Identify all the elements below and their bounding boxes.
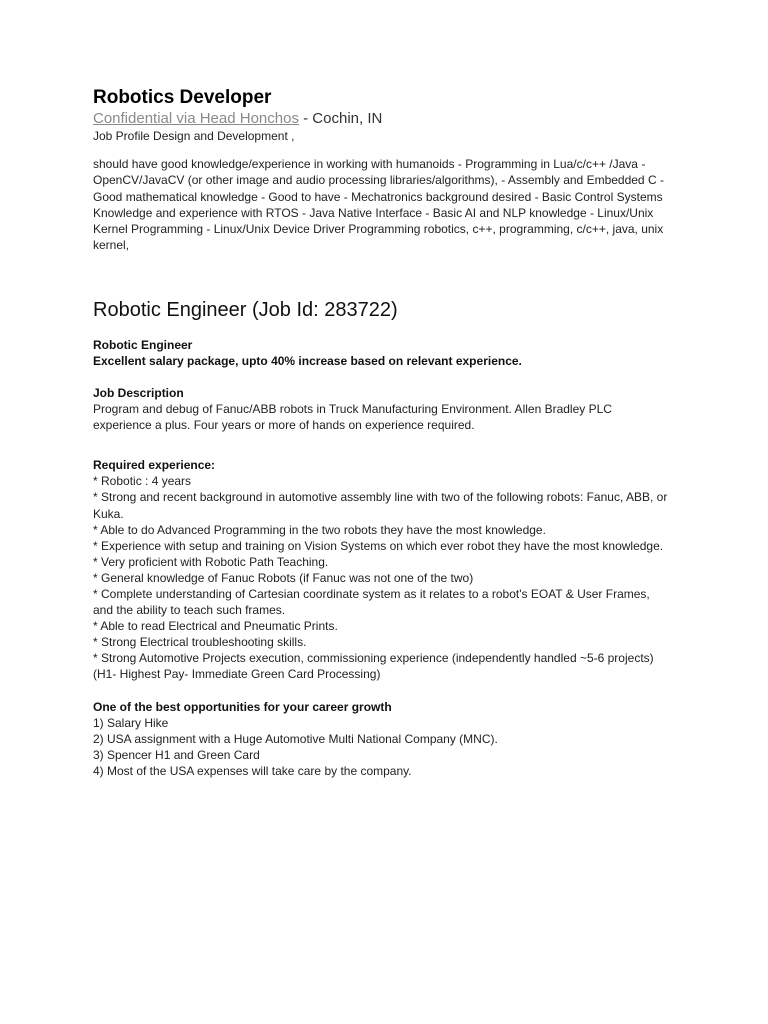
list-item: * Strong Automotive Projects execution, commissioning experience (independently handled ~5-6 projects) [93,651,654,666]
list-item: * Strong Electrical troubleshooting skills. [93,635,307,650]
job2-opp-heading: One of the best opportunities for your career growth [93,699,392,714]
job-listing-2 [93,298,673,779]
list-item: * Strong and recent background in automotive assembly line with two of the following robots: Fanuc, ABB, or Kuka. [93,490,668,521]
job1-title: Robotics Developer [93,87,272,108]
spacer [93,683,673,699]
job2-desc-text: Program and debug of Fanuc/ABB robots in Truck Manufacturing Environment. Allen Bradley PLC experience a plus. Four years or more of hands on experience required. [93,402,612,433]
job1-company-line [93,110,673,128]
list-item: * Complete understanding of Cartesian coordinate system as it relates to a robot's EOAT & User Frames, and the ability to teach such frames. [93,587,650,618]
list-item: 1) Salary Hike [93,715,169,730]
list-item: (H1- Highest Pay- Immediate Green Card Processing) [93,667,381,682]
job2-body [93,337,673,779]
job-listing-1 [93,86,673,254]
document-page [93,86,673,779]
list-item: 2) USA assignment with a Huge Automotive Multi National Company (MNC). [93,731,498,746]
job1-profile: Job Profile Design and Development , [93,129,295,143]
job1-description: should have good knowledge/experience in working with humanoids - Programming in Lua/c/c++ /Java - OpenCV/JavaCV (or other image and audio processing libraries/algorithms), - Assembly and Embedded C - Good mathematical knowledge - Good to have - Mechatronics background desired - Basic Control Systems Knowledge and experience with RTOS - Java Native Interface - Basic AI and NLP knowledge - Linux/Unix Kernel Programming - Linux/Unix Device Driver Programming robotics, c++, programming, c/c++, java, unix kernel, [93,157,664,253]
job2-title: Robotic Engineer (Job Id: 283722) [93,298,398,321]
job1-location: - Cochin, IN [298,110,383,127]
list-item: 4) Most of the USA expenses will take care by the company. [93,763,412,778]
list-item: * Able to do Advanced Programming in the two robots they have the most knowledge. [93,522,546,537]
list-item: * Experience with setup and training on Vision Systems on which ever robot they have the most knowledge. [93,538,664,553]
job2-desc-heading: Job Description [93,385,184,400]
job1-company-link[interactable]: Confidential via Head Honchos [93,110,299,127]
job2-req-heading: Required experience: [93,458,216,473]
job2-salary: Excellent salary package, upto 40% increase based on relevant experience. [93,353,522,368]
list-item: * General knowledge of Fanuc Robots (if Fanuc was not one of the two) [93,570,474,585]
spacer [93,433,673,457]
list-item: * Robotic : 4 years [93,474,192,489]
list-item: * Very proficient with Robotic Path Teaching. [93,554,329,569]
job2-requirements-list [93,473,673,682]
list-item: * Able to read Electrical and Pneumatic Prints. [93,619,338,634]
job2-subtitle: Robotic Engineer [93,337,193,352]
spacer [93,369,673,385]
list-item: 3) Spencer H1 and Green Card [93,747,260,762]
job2-opportunities-list [93,715,673,779]
